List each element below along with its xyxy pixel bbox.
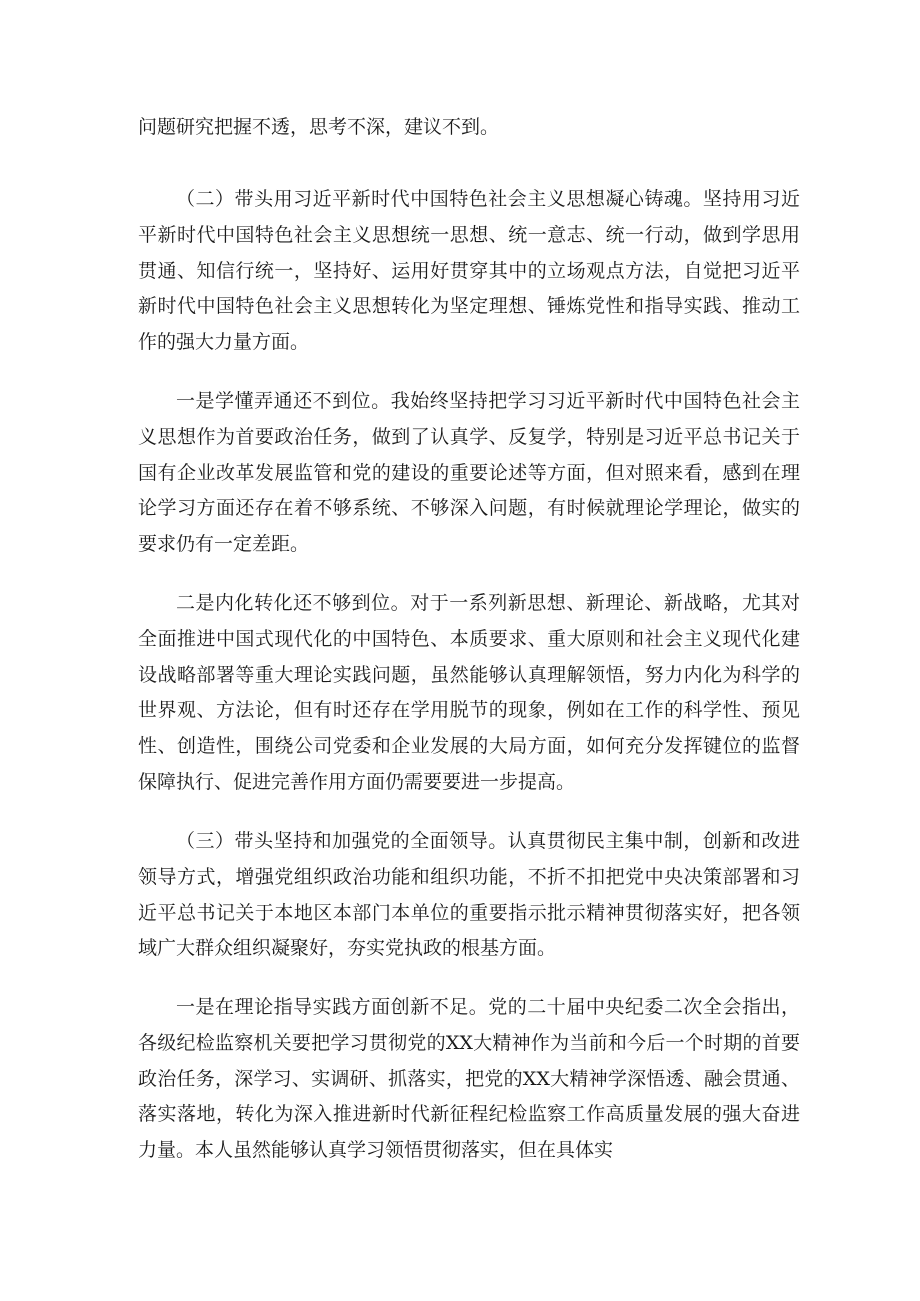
paragraph-section-2-heading: （二）带头用习近平新时代中国特色社会主义思想凝心铸魂。坚持用习近平新时代中国特色社会主义思想统一思想、统一意志、统一行动，做到学思用贯通、知信行统一，坚持好、运用好贯穿其中的立场观点方法，自觉把习近平新时代中国特色社会主义思想转化为坚定理想、锤炼党性和指导实践、推动工作的强大力量方面。 bbox=[138, 188, 800, 354]
paragraph-point-1-study: 一是学懂弄通还不到位。我始终坚持把学习习近平新时代中国特色社会主义思想作为首要政治任务，做到了认真学、反复学，特别是习近平总书记关于国有企业改革发展监管和党的建设的重要论述等方面，但对照来看，感到在理论学习方面还存在着不够系统、不够深入问题，有时候就理论学理论，做实的要求仍有一定差距。 bbox=[138, 390, 800, 556]
paragraph-section-3-heading: （三）带头坚持和加强党的全面领导。认真贯彻民主集中制，创新和改进领导方式，增强党组织政治功能和组织功能，不折不扣把党中央决策部署和习近平总书记关于本地区本部门本单位的重要指示批示精神贯彻落实好，把各领域广大群众组织凝聚好，夯实党执政的根基方面。 bbox=[138, 830, 800, 960]
paragraph-point-1-innovation: 一是在理论指导实践方面创新不足。党的二十届中央纪委二次全会指出，各级纪检监察机关要把学习贯彻党的XX大精神作为当前和今后一个时期的首要政治任务，深学习、实调研、抓落实，把党的XX大精神学深悟透、融会贯通、落实落地，转化为深入推进新时代新征程纪检监察工作高质量发展的强大奋进力量。本人虽然能够认真学习领悟贯彻落实，但在具体实 bbox=[138, 996, 800, 1162]
paragraph-point-2-internalize: 二是内化转化还不够到位。对于一系列新思想、新理论、新战略，尤其对全面推进中国式现代化的中国特色、本质要求、重大原则和社会主义现代化建设战略部署等重大理论实践问题，虽然能够认真理解领悟，努力内化为科学的世界观、方法论，但有时还存在学用脱节的现象，例如在工作的科学性、预见性、创造性，围绕公司党委和企业发展的大局方面，如何充分发挥键位的监督保障执行、促进完善作用方面仍需要要进一步提高。 bbox=[138, 592, 800, 793]
paragraph-continuation: 问题研究把握不透，思考不深，建议不到。 bbox=[138, 116, 500, 138]
